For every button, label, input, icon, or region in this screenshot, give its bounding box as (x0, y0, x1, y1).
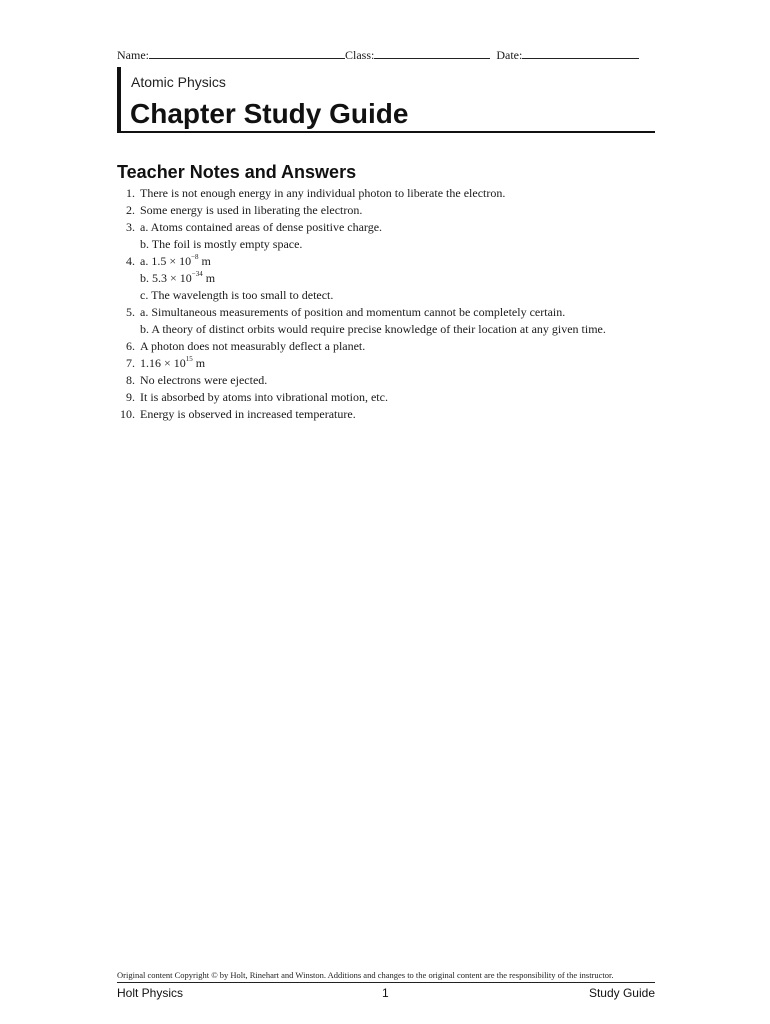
item-number: 3. (126, 220, 135, 234)
item-text-main: b. 5.3 × 10 (140, 271, 192, 285)
exponent: −8 (191, 253, 199, 261)
footer-guide-title: Study Guide (588, 986, 655, 1000)
item-text-main: a. Simultaneous measurements of position and momentum cannot be completely certain. (140, 305, 566, 319)
unit: m (202, 271, 216, 285)
class-blank (374, 47, 490, 59)
title-block (117, 67, 655, 133)
item-text-main: No electrons were ejected. (140, 373, 268, 387)
item-text (140, 236, 302, 253)
unit: m (198, 254, 211, 268)
item-text (140, 202, 362, 219)
copyright-notice: Original content Copyright © by Holt, Rinehart and Winston. Additions and changes to the original content are the responsibility of the instructor. (117, 970, 614, 980)
item-text-main: a. 1.5 × 10 (140, 254, 192, 268)
unit: m (192, 356, 206, 370)
item-text-main: It is absorbed by atoms into vibrational motion, etc. (140, 390, 388, 404)
item-text (140, 287, 333, 304)
item-text-main: There is not enough energy in any individual photon to liberate the electron. (140, 186, 506, 200)
item-text (140, 338, 365, 355)
item-number: 10. (120, 407, 135, 421)
subject-label: Atomic Physics (131, 74, 226, 90)
exponent: −34 (191, 270, 203, 278)
item-text (140, 406, 356, 423)
name-label: Name: (117, 48, 149, 62)
class-label: Class: (345, 48, 375, 62)
item-text (140, 321, 606, 338)
item-number: 9. (126, 390, 135, 404)
item-text (140, 304, 565, 321)
item-text-main: A photon does not measurably deflect a planet. (140, 339, 366, 353)
item-text-main: b. A theory of distinct orbits would require precise knowledge of their location at any given time. (140, 322, 606, 336)
item-text-main: c. The wavelength is too small to detect. (140, 288, 334, 302)
item-text (140, 355, 205, 372)
item-text (140, 372, 267, 389)
item-number: 5. (126, 305, 135, 319)
footer-book-title: Holt Physics (117, 986, 184, 1000)
item-text-main: Energy is observed in increased temperature. (140, 407, 356, 421)
item-text (140, 219, 382, 236)
item-number: 2. (126, 203, 135, 217)
item-number: 1. (126, 186, 135, 200)
item-text (140, 253, 211, 270)
item-text-main: a. Atoms contained areas of dense positive charge. (140, 220, 383, 234)
page-title: Chapter Study Guide (130, 98, 409, 129)
page-footer (117, 982, 655, 1003)
item-number: 4. (126, 254, 135, 268)
item-text-main: b. The foil is mostly empty space. (140, 237, 303, 251)
item-text (140, 185, 505, 202)
date-blank (522, 47, 639, 59)
name-blank (149, 47, 345, 59)
student-info-line (117, 47, 639, 63)
page-number: 1 (382, 986, 389, 1000)
item-text-main: Some energy is used in liberating the electron. (140, 203, 363, 217)
item-text (140, 270, 215, 287)
item-number: 7. (126, 356, 135, 370)
exponent: 15 (185, 355, 193, 363)
item-text-main: 1.16 × 10 (140, 356, 186, 370)
item-number: 6. (126, 339, 135, 353)
date-label: Date: (496, 48, 523, 62)
item-text (140, 389, 388, 406)
item-number: 8. (126, 373, 135, 387)
section-heading: Teacher Notes and Answers (117, 162, 357, 182)
